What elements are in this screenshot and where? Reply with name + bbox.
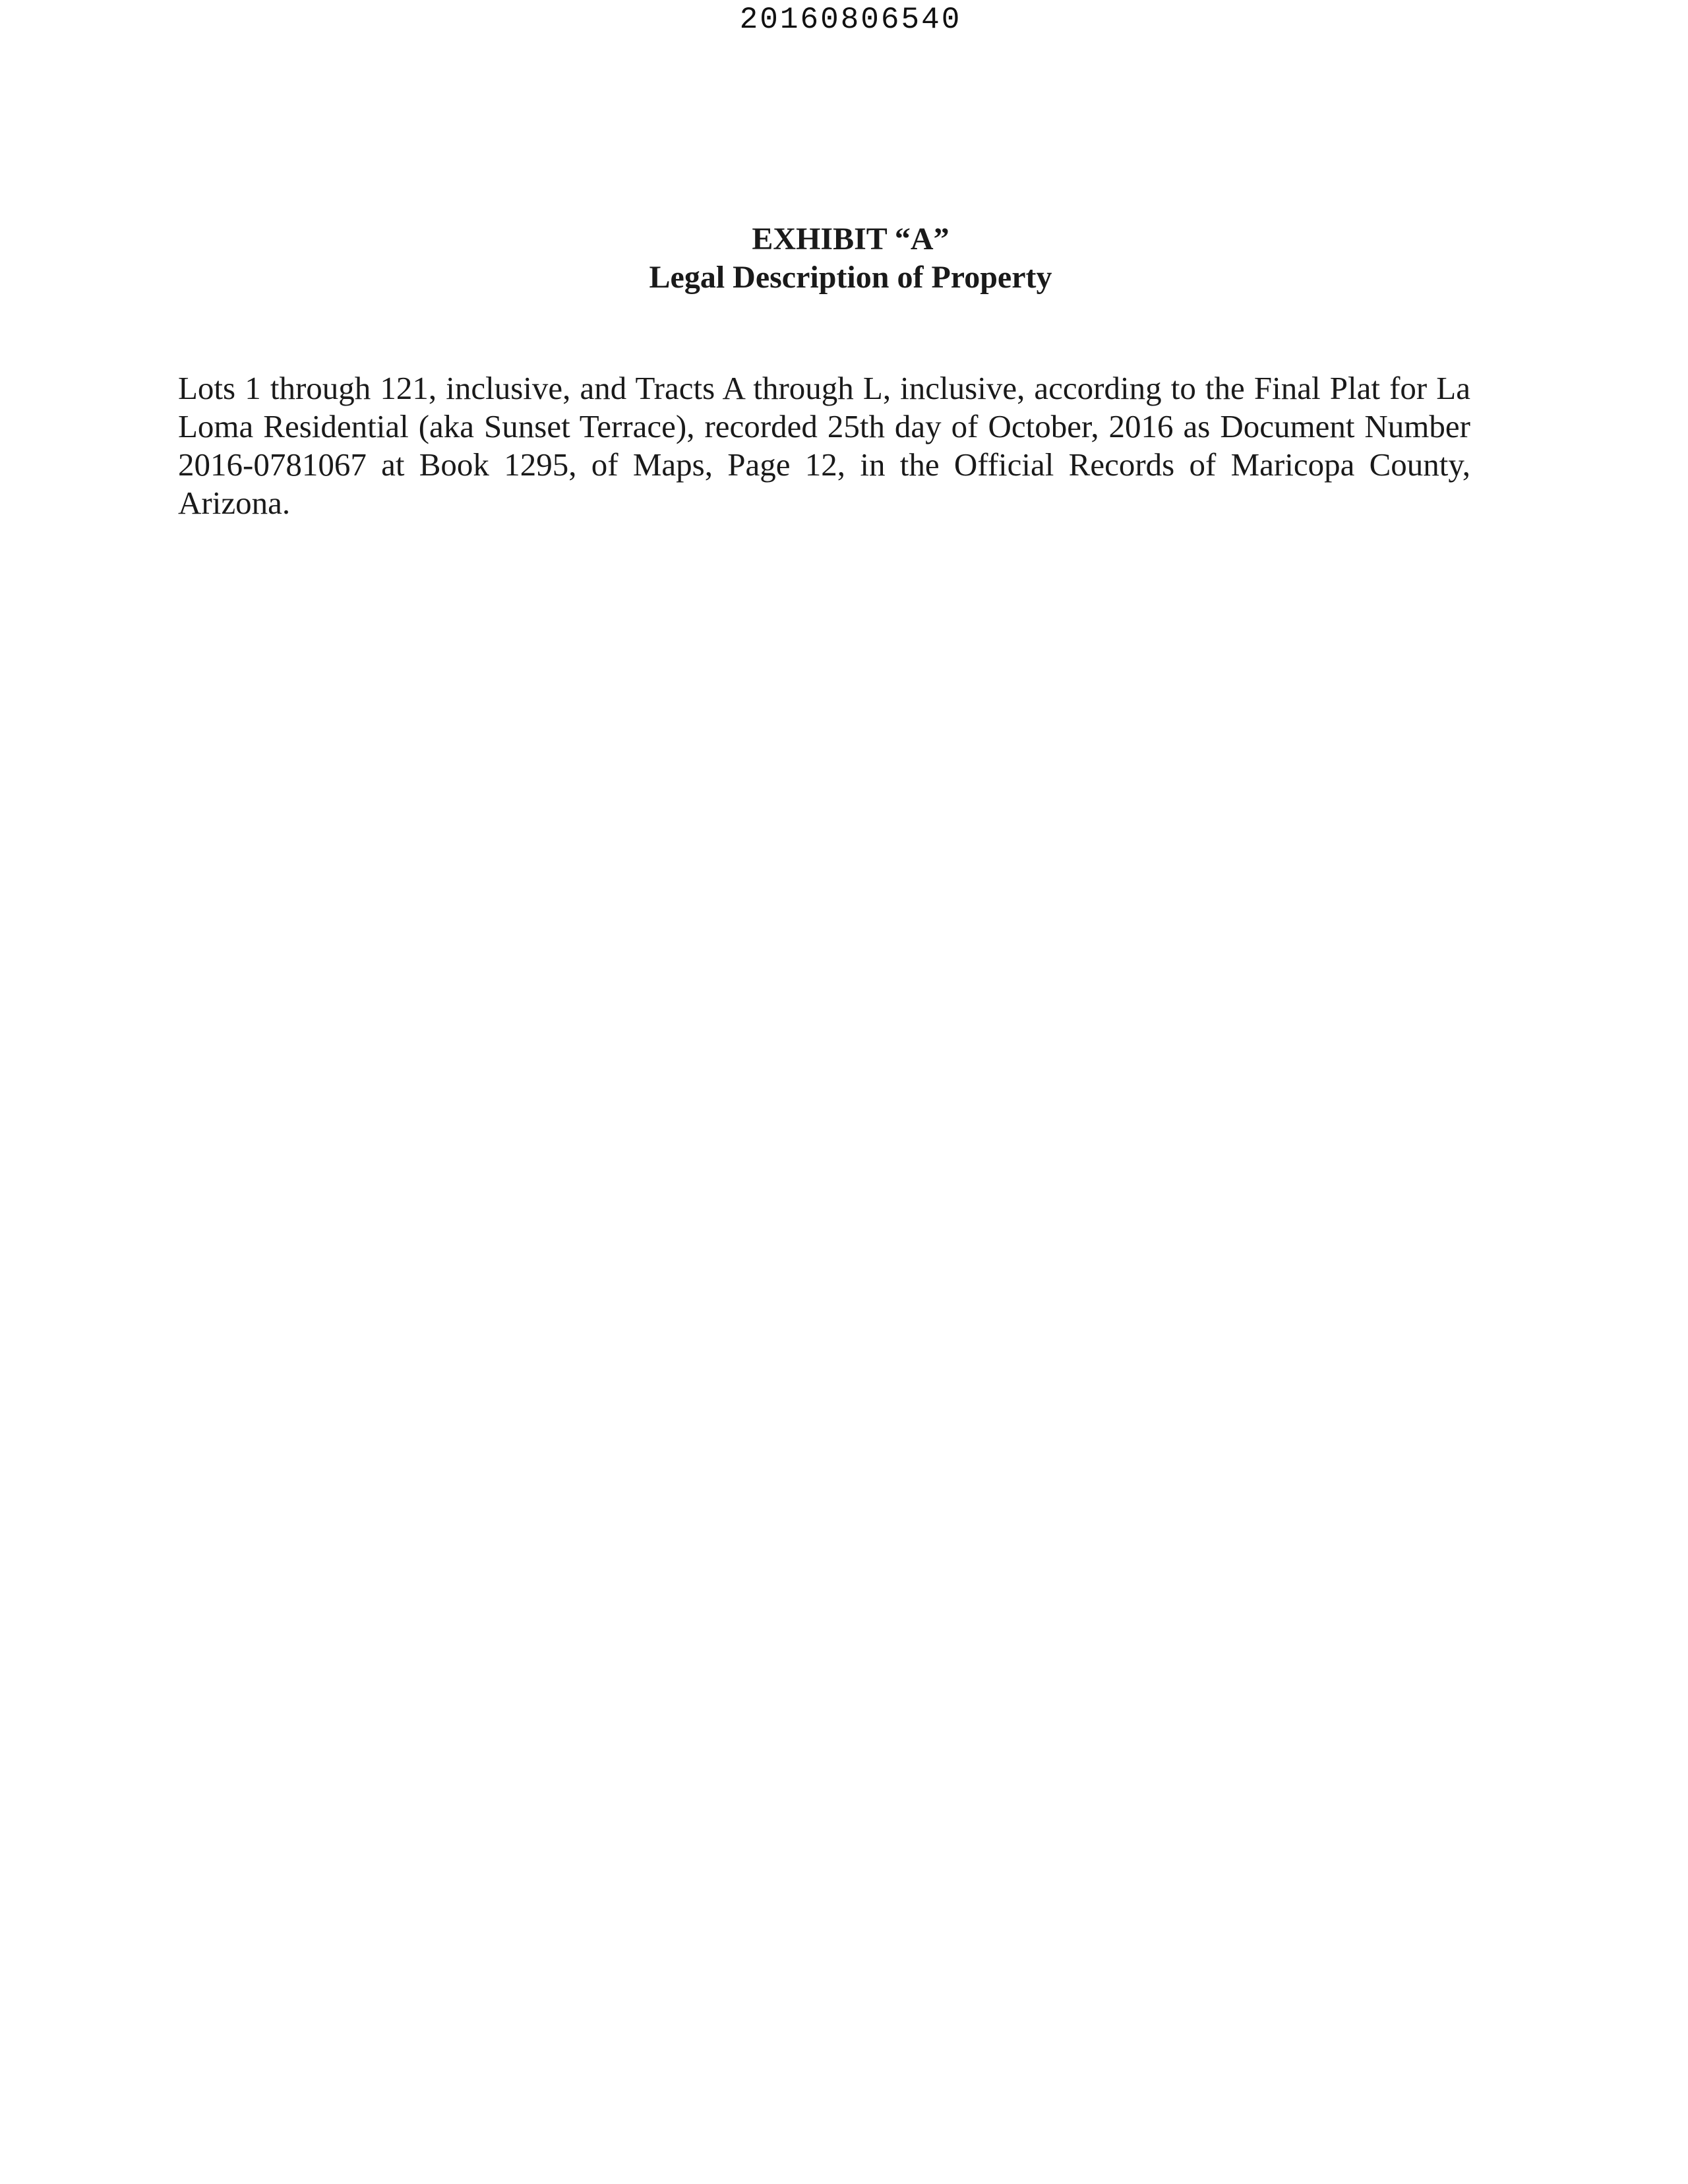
exhibit-heading xyxy=(0,220,1688,297)
recording-document-number: 20160806540 xyxy=(739,3,962,37)
exhibit-subtitle: Legal Description of Property xyxy=(649,260,1052,295)
exhibit-title: EXHIBIT “A” xyxy=(752,222,950,257)
legal-description-paragraph: Lots 1 through 121, inclusive, and Tracts A through L, inclusive, according to the Final Plat for La Loma Residential (aka Sunset Terrace), recorded 25th day of October, 2016 as Document Number 2016-0781067 at Book 1295, of Maps, Page 12, in the Official Records of Maricopa County, Arizona. xyxy=(178,370,1470,521)
